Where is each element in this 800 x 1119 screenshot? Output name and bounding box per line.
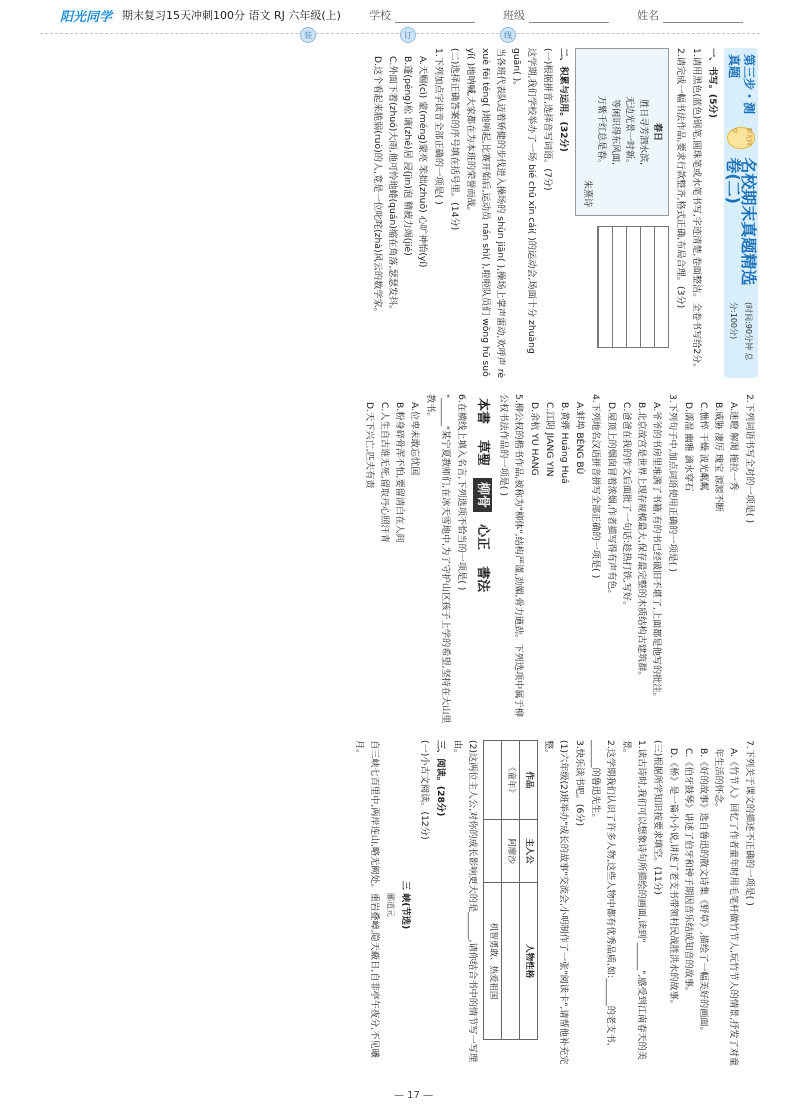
passage-text: 这学期,我们学校举办了一场 bié chū xīn cái( )的运动会,场面十分 zhuàng guān( )。 [511,48,537,354]
section-heading: 一、书写。(5分) [707,48,718,118]
poem-line: 万紫千红总是春。 [596,95,606,168]
series-title: 期末复习15天冲刺100分 语文 RJ 六年级(上) [122,9,341,22]
answer-option[interactable]: A.蚌埠 BÈNG BÙ [574,402,585,475]
answer-option[interactable]: B.《好的故事》选自鲁迅的散文诗集《野草》,描绘了一幅美好的画面。 [698,748,709,1036]
brand-logo: 阳光同学 [60,9,113,25]
calligraphy-sample[interactable]: 心正 [475,524,490,551]
seal-mark: 装 [300,27,316,43]
question: 4.下列地名汉语拼音拼写全部正确的一项是( ) [590,394,601,579]
question: 1.请用黑色(蓝色)钢笔,圆珠笔或水笔书写,字迹清楚,卷面整洁。全卷书写给2分。 [691,48,702,373]
table-cell-input[interactable] [484,741,502,820]
table-cell: 《童年》 [502,741,520,820]
question: 3.快乐读书吧。(6分) [574,740,585,827]
answer-option[interactable]: C.外面下着(zhuó)大雨,他可怜地蜷(quán)缩在角落,瑟瑟发抖。 [387,56,398,315]
passage-author: 郦道元 [386,893,395,917]
table-cell: 机智勇敢、热爱祖国 [484,883,502,1040]
exam-title: 名校期末真题精选卷(二) [724,157,758,286]
question: 1.读古诗时,我们可以想象诗句所描绘的画面,读到"______",感受到江南春天的美景。 [621,740,647,1060]
name-field[interactable]: 姓名 [637,7,743,23]
exam-time: (时间:90分钟 总分:100分) [729,302,753,361]
column-1 [40,48,758,378]
question: 2.请完成一幅书法作品,要求行款整齐,格式正确,布局合理。(3分) [675,48,686,309]
answer-option[interactable]: D.天下兴亡,匹夫有责 [364,402,375,489]
calligraphy-sample[interactable]: 書法 [475,566,490,593]
class-field[interactable]: 班级 [503,7,609,23]
question-text: (2)这两位主人公,对你的成长影响更大的是______,请你结合书中的情节写一写理由。 [452,740,478,1063]
column-3 [40,740,758,1070]
table-header: 作品 [520,741,538,820]
reading-card-table [483,740,538,1040]
exam-banner [724,48,758,378]
exam-page [40,48,758,1070]
answer-option[interactable]: A.爷爷的书房里堆满了书籍,有的书已经破旧不堪了,上面都是他写的批注。 [651,402,662,702]
section-heading: 三、阅读。(28分) [435,740,446,817]
answer-option[interactable]: C.憔悴 干燥 波光粼粼 [698,402,709,491]
answer-option[interactable]: D.濡湿 幽雅 滴水穿石 [683,402,694,492]
calligraphy-sample[interactable]: 草聖 [475,440,490,467]
answer-option[interactable]: B.粉身碎骨浑不怕,要留清白在人间 [394,402,405,543]
answer-option[interactable]: B.威胁 凄厉 瑰宝 源源不断 [713,402,724,512]
question: 5.柳公权的楷书作品,被称为"柳体",结构严谨,劲媚,骨力遒劲。下列选项中属于柳公权书法作品的一项是( ) [498,394,524,717]
subsection-heading: (一)小古文阅读。(12分) [419,740,430,840]
top-header [0,0,800,30]
poem-author: 朱熹诗 [582,179,592,207]
question: 7.下列关于课文的描述不正确的一项是( ) [744,740,755,906]
page-number: — 17 — [394,1090,434,1101]
answer-option[interactable]: D.余杭 YU HANG [529,402,540,476]
answer-option[interactable]: D.屋顶上的烟囱冒着浓烟,作者描写得有声有色。 [606,402,617,599]
table-cell-input[interactable] [484,819,502,882]
poem-card [575,48,669,216]
calligraphy-sample[interactable]: 本書 [475,398,490,425]
calligraphy-samples [473,394,492,724]
table-cell: 阿廖沙 [502,819,520,882]
question-text: "______"某宁夏教师们,在冰天雪地中,为了守护山区孩子上学的希望,坚持在大山里教书。 [425,394,451,724]
answer-option[interactable]: D.《桥》是一篇小小说,讲述了老支书带领村民战胜洪水的故事。 [668,748,679,1009]
answer-option[interactable]: C.江阴 JIANG YIN [544,402,555,477]
calligraphy-task [575,48,669,378]
answer-option[interactable]: A.位卑未敢忘忧国 [409,402,420,476]
question: 1.下列加点字读音全部正确的一项是( ) [433,48,444,205]
answer-option[interactable]: A.迷瞪 解渴 拖拉一秀 [728,402,739,491]
passage-text: 当各班代表队迈着矫健的步伐进入操场的 shùn jiān( ),操场上掌声雷动,欢呼声 rè xuè fèi téng( )地响起,比赛开始后,运动员 nán shì( ),啦啦队员们 wǒng hū suǒ yǐ( )地呐喊,大家都在为本班的荣誉而战。 [465,48,506,378]
poem-title: 春日 [652,122,662,141]
answer-option[interactable]: C.爸爸在我的作文后面批了一句话:趁热打铁,写好。 [621,402,632,611]
answer-option[interactable]: C.《伯牙鼓琴》讲述了伯牙和钟子期因音乐结成知音的故事。 [683,748,694,997]
question: 3.下列句子中,加点词语使用正确的一项是( ) [667,394,678,572]
answer-option[interactable]: B.蓬(péng)松 谪(zhé)居 浸(jìn)泡 精疲力竭(jié) [402,56,413,256]
step-label: 第三步・测真题 [727,54,756,115]
passage-text: 自三峡七百里中,两岸连山,略无阙处。重岩叠嶂,隐天蔽日,自非亭午夜分,不见曦月。 [354,740,380,1058]
question: 2.这学期我们认识了许多人物,这些人物中都有优秀品质,如:______的老支书、______的鲁迅先生。 [590,740,616,1052]
column-2 [40,394,758,724]
writing-grid[interactable] [597,226,669,348]
table-cell-input[interactable] [502,883,520,1040]
table-header: 主人公 [520,819,538,882]
subsection-heading: (二)选择正确答案的序号填在括号里。(14分) [449,48,460,231]
question: 6.在横线上填入名言,下列选项不恰当的一项是( ) [456,394,467,591]
poem-line: 等闲识得东风面, [610,99,620,165]
sun-logo-icon: 阳光同学 [727,127,755,150]
calligraphy-sample[interactable]: 柳骨 [473,478,492,512]
answer-option[interactable]: B.北京故宫是世界上现存规模最大,保存最完整的木质结构古建筑群。 [636,402,647,681]
poem-line: 无边光景一时新。 [624,95,634,168]
question-text: (1)六年级(2)班举办"成长的故事"交流会,小明制作了一张"阅读卡",请帮他补充完整。 [543,740,569,1065]
seal-mark: 线 [500,27,516,43]
poem-line: 胜日寻芳泗水滨, [638,99,648,165]
table-header: 人物性格 [520,883,538,1040]
table-row [484,741,502,1040]
seal-mark: 订 [400,27,416,43]
subsection-heading: (三)根据所学知识按要求填空。(11分) [652,740,663,895]
section-heading: 二、积累与运用。(32分) [558,48,569,152]
subsection-heading: (一)根据拼音,选择音写词语。(7分) [542,48,553,191]
school-field[interactable]: 学校 [369,7,475,23]
question: 2.下列词语书写全对的一项是( ) [744,394,755,524]
table-row [502,741,520,1040]
answer-option[interactable]: A.天赐(cì) 蒙(méng)蒙亮 笨拙(zhuō) 心旷神怡(yí) [417,56,428,268]
answer-option[interactable]: A.《竹节人》回忆了作者童年时用毛笔杆做竹节人,玩竹节人的情景,抒发了对童年生活的怀念。 [713,748,739,1067]
passage-title: 三 峡(节选) [400,880,411,930]
answer-option[interactable]: B.黄骅 Huáng Huá [559,402,570,484]
answer-option[interactable]: D.这个看起来脆弱(ruò)的人,竟是一位叱咤(zhà)风云的数学家。 [372,56,383,317]
answer-option[interactable]: C.人生自古谁无死,留取丹心照汗青 [379,402,390,543]
